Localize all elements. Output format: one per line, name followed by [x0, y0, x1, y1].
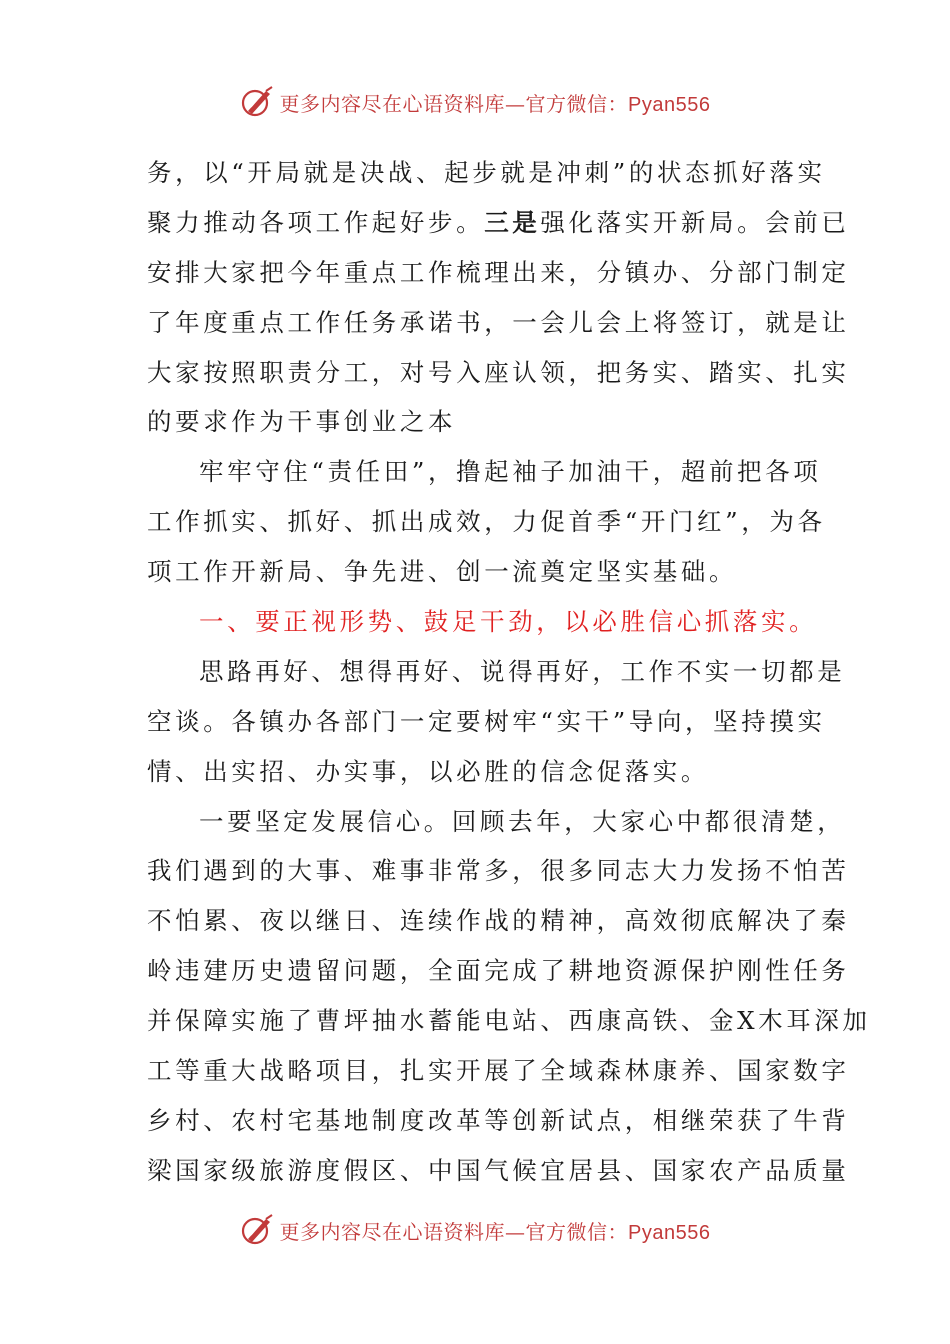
body-line: 并保障实施了曹坪抽水蓄能电站、西康高铁、金X木耳深加	[147, 1006, 871, 1036]
pen-logo-icon	[240, 1213, 274, 1247]
body-line: 工等重大战略项目，扎实开展了全域森林康养、国家数字	[147, 1056, 850, 1086]
banner-label: 更多内容尽在心语资料库—官方微信：	[279, 1219, 629, 1244]
body-line: 情、出实招、办实事，以必胜的信念促落实。	[147, 756, 709, 786]
body-line: 不怕累、夜以继日、连续作战的精神，高效彻底解决了秦	[147, 906, 850, 936]
document-body	[147, 148, 871, 1196]
banner-wechat-id: Pyan556	[628, 1221, 711, 1244]
banner-text	[280, 1216, 711, 1245]
banner-text	[280, 88, 711, 117]
body-line-part: 强化落实开新局。会前已	[540, 207, 850, 237]
paragraph-start: 一要坚定发展信心。回顾去年，大家心中都很清楚，	[199, 806, 846, 836]
pen-logo-icon	[240, 85, 274, 119]
body-line: 乡村、农村宅基地制度改革等创新试点，相继荣获了牛背	[147, 1105, 850, 1135]
body-line: 的要求作为干事创业之本	[147, 407, 457, 437]
body-line-part: 聚力推动各项工作起好步。	[147, 207, 485, 237]
body-line	[147, 198, 850, 248]
header-banner	[0, 82, 950, 122]
paragraph-start: 牢牢守住“责任田”，撸起袖子加油干，超前把各项	[199, 457, 822, 487]
footer-banner	[0, 1210, 950, 1250]
paragraph-start: 思路再好、想得再好、说得再好，工作不实一切都是	[199, 656, 846, 686]
body-line: 务，以“开局就是决战、起步就是冲刺”的状态抓好落实	[147, 158, 826, 187]
emphasis-label: 三是	[484, 207, 541, 237]
body-line: 我们遇到的大事、难事非常多，很多同志大力发扬不怕苦	[147, 856, 850, 886]
body-line: 空谈。各镇办各部门一定要树牢“实干”导向，坚持摸实	[147, 706, 826, 736]
banner-wechat-id: Pyan556	[628, 93, 711, 116]
body-line: 了年度重点工作任务承诺书，一会儿会上将签订，就是让	[147, 307, 850, 337]
body-line: 项工作开新局、争先进、创一流奠定坚实基础。	[147, 557, 738, 587]
body-line: 安排大家把今年重点工作梳理出来，分镇办、分部门制定	[147, 257, 850, 287]
body-line: 工作抓实、抓好、抓出成效，力促首季“开门红”，为各	[147, 507, 826, 537]
body-line: 梁国家级旅游度假区、中国气候宜居县、国家农产品质量	[147, 1155, 850, 1185]
body-line: 大家按照职责分工，对号入座认领，把务实、踏实、扎实	[147, 357, 850, 387]
banner-label: 更多内容尽在心语资料库—官方微信：	[279, 91, 629, 116]
section-heading: 一、要正视形势、鼓足干劲，以必胜信心抓落实。	[199, 607, 818, 637]
body-line: 岭违建历史遗留问题，全面完成了耕地资源保护刚性任务	[147, 956, 850, 986]
